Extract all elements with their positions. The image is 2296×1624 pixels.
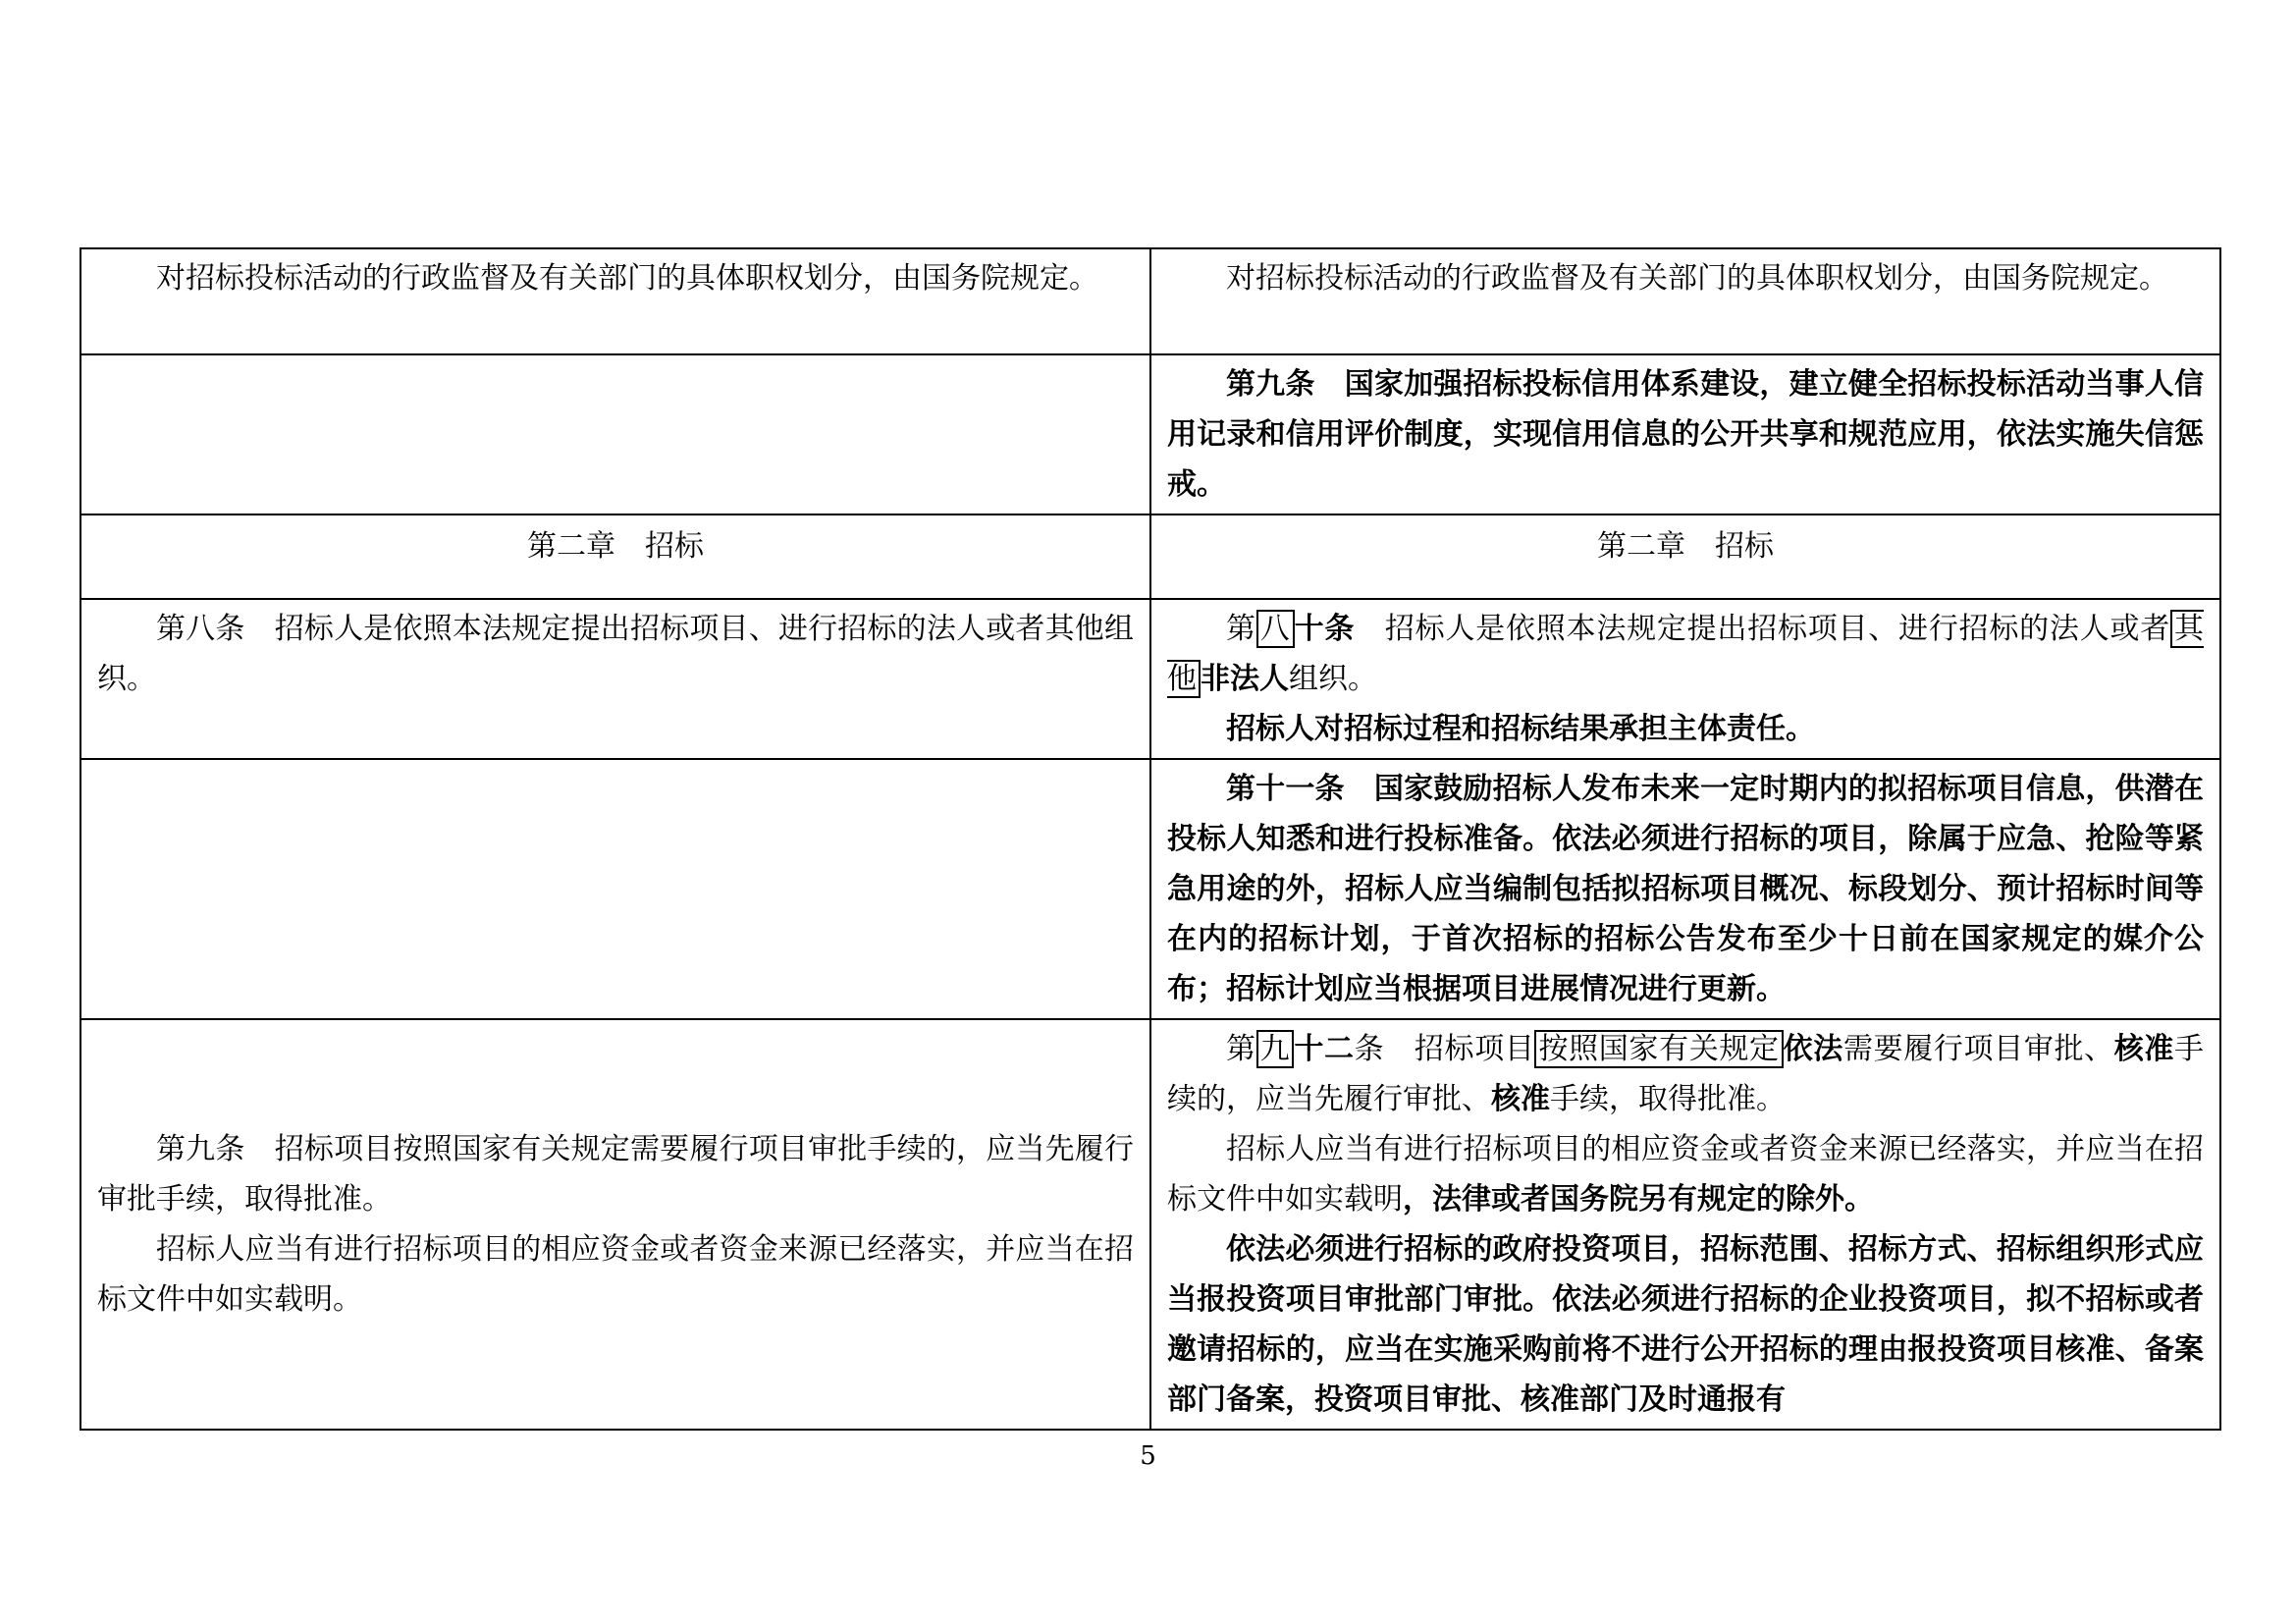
comparison-table xyxy=(80,247,2221,1431)
added-text: 十二 xyxy=(1294,1032,1355,1066)
right-paragraph-added: 依法必须进行招标的政府投资项目，招标范围、招标方式、招标组织形式应当报投资项目审批部门审批。依法必须进行招标的企业投资项目，拟不招标或者邀请招标的，应当在实施采购前将不进行公开招标的理由报投资项目核准、备案部门备案，投资项目审批、核准部门及时通报有 xyxy=(1167,1232,2204,1417)
right-text: 对招标投标活动的行政监督及有关部门的具体职权划分，由国务院规定。 xyxy=(1226,261,2168,296)
table-row xyxy=(80,599,2220,759)
right-text: 第十一条 国家鼓励招标人发布未来一定时期内的拟招标项目信息，供潜在投标人知悉和进行投标准备。依法必须进行招标的项目，除属于应急、抢险等紧急用途的外，招标人应当编制包括拟招标项目概况、标段划分、预计招标时间等在内的招标计划，于首次招标的招标公告发布至少十日前在国家规定的媒介公布；招标计划应当根据项目进展情况进行更新。 xyxy=(1167,772,2204,1006)
left-cell xyxy=(80,354,1150,514)
text-run: 手续的，应当先履行审批、 xyxy=(1167,1032,2205,1116)
text-run: 招标人是依照本法规定提出招标项目、进行招标的法人或者 xyxy=(1355,612,2171,646)
chapter-heading-left: 第二章 招标 xyxy=(80,514,1150,599)
table-row xyxy=(80,354,2220,514)
added-text: 非法人 xyxy=(1201,662,1289,696)
left-paragraph: 第九条 招标项目按照国家有关规定需要履行项目审批手续的，应当先履行审批手续，取得批准。 xyxy=(97,1132,1134,1217)
left-cell xyxy=(80,599,1150,759)
page-number: 5 xyxy=(1140,1441,1156,1471)
table-row xyxy=(80,1019,2220,1430)
added-text: 核准 xyxy=(2113,1032,2175,1066)
table-row xyxy=(80,248,2220,354)
deleted-box: 八 xyxy=(1256,610,1295,648)
right-text: 第九条 国家加强招标投标信用体系建设，建立健全招标投标活动当事人信用记录和信用评价制度，实现信用信息的公开共享和规范应用，依法实施失信惩戒。 xyxy=(1167,367,2204,502)
left-cell xyxy=(80,248,1150,354)
text-run: 组织。 xyxy=(1289,662,1377,696)
added-text: 依法 xyxy=(1783,1032,1843,1066)
added-text: 十条 xyxy=(1294,612,1356,646)
left-cell xyxy=(80,759,1150,1019)
table-row xyxy=(80,514,2220,599)
left-text: 第八条 招标人是依照本法规定提出招标项目、进行招标的法人或者其他组织。 xyxy=(97,612,1134,696)
deleted-box: 九 xyxy=(1256,1030,1295,1068)
table-row xyxy=(80,759,2220,1019)
text-run: 需要履行项目审批、 xyxy=(1842,1032,2114,1066)
text-run: 招标人应当有进行招标项目的相应资金或者资金来源已经落实，并应当在招标文件中如实载明 xyxy=(1167,1132,2204,1217)
right-cell xyxy=(1150,759,2220,1019)
right-cell xyxy=(1150,248,2220,354)
deleted-box: 按照国家有关规定 xyxy=(1534,1030,1783,1068)
text-run: 第 xyxy=(1226,1032,1256,1066)
left-text: 对招标投标活动的行政监督及有关部门的具体职权划分，由国务院规定。 xyxy=(156,261,1098,296)
text-run: 条 招标项目 xyxy=(1354,1032,1535,1066)
chapter-heading-right: 第二章 招标 xyxy=(1150,514,2220,599)
right-cell xyxy=(1150,1019,2220,1430)
left-paragraph: 招标人应当有进行招标项目的相应资金或者资金来源已经落实，并应当在招标文件中如实载明。 xyxy=(97,1232,1134,1317)
right-paragraph xyxy=(1167,1124,2204,1224)
added-text: ，法律或者国务院另有规定的除外。 xyxy=(1403,1182,1874,1217)
text-run: 第 xyxy=(1226,612,1256,646)
left-cell xyxy=(80,1019,1150,1430)
right-paragraph xyxy=(1167,1024,2204,1124)
text-run: 手续，取得批准。 xyxy=(1550,1082,1786,1116)
right-paragraph-added: 招标人对招标过程和招标结果承担主体责任。 xyxy=(1226,712,1815,746)
deleted-box: 其他 xyxy=(1167,612,2205,696)
right-paragraph xyxy=(1167,604,2204,704)
right-cell xyxy=(1150,354,2220,514)
added-text: 核准 xyxy=(1491,1082,1550,1116)
right-cell xyxy=(1150,599,2220,759)
